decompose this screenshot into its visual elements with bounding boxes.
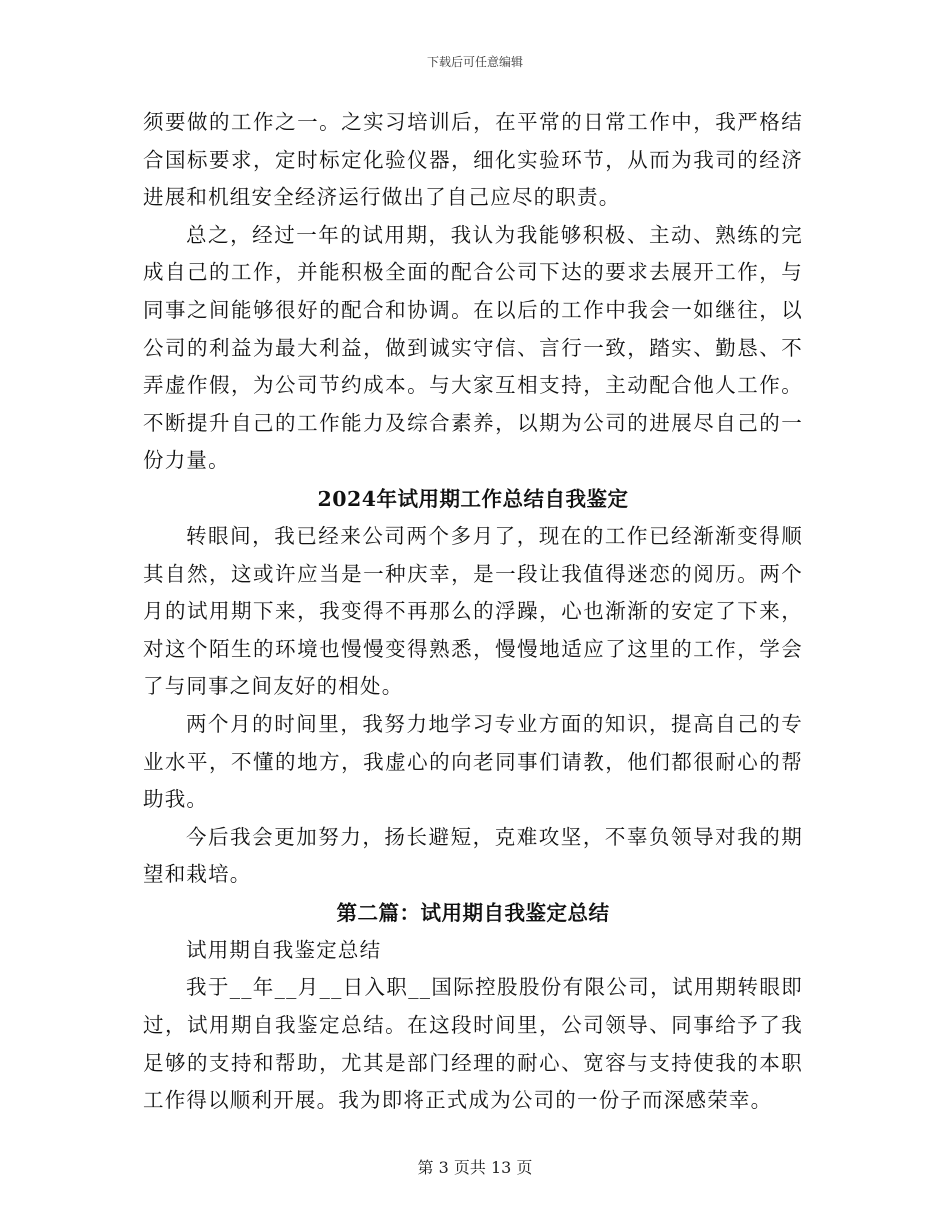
page-header: 下载后可任意编辑 (426, 55, 523, 69)
section-heading-2: 第二篇：试用期自我鉴定总结 (336, 900, 610, 925)
document-body (143, 104, 803, 1120)
section-heading-1: 2024年试用期工作总结自我鉴定 (317, 486, 629, 511)
paragraph-3: 转眼间，我已经来公司两个多月了，现在的工作已经渐渐变得顺其自然，这或许应当是一种庆幸，是一段让我值得迷恋的阅历。两个月的试用期下来，我变得不再那么的浮躁，心也渐渐的安定了下来，对这个陌生的环境也慢慢变得熟悉，慢慢地适应了这里的工作，学会了与同事之间友好的相处。 (143, 523, 803, 699)
paragraph-6: 试用期自我鉴定总结 (186, 937, 382, 962)
paragraph-7: 我于__年__月__日入职__国际控股股份有限公司，试用期转眼即过，试用期自我鉴定总结。在这段时间里，公司领导、同事给予了我足够的支持和帮助，尤其是部门经理的耐心、宽容与支持使我的本职工作得以顺利开展。我为即将正式成为公司的一份子而深感荣幸。 (143, 975, 803, 1113)
paragraph-1: 须要做的工作之一。之实习培训后，在平常的日常工作中，我严格结合国标要求，定时标定化验仪器，细化实验环节，从而为我司的经济进展和机组安全经济运行做出了自己应尽的职责。 (143, 110, 803, 210)
paragraph-2: 总之，经过一年的试用期，我认为我能够积极、主动、熟练的完成自己的工作，并能积极全面的配合公司下达的要求去展开工作，与同事之间能够很好的配合和协调。在以后的工作中我会一如继往，以公司的利益为最大利益，做到诚实守信、言行一致，踏实、勤恳、不弄虚作假，为公司节约成本。与大家互相支持，主动配合他人工作。不断提升自己的工作能力及综合素养，以期为公司的进展尽自己的一份力量。 (143, 222, 803, 473)
paragraph-5: 今后我会更加努力，扬长避短，克难攻坚，不辜负领导对我的期望和栽培。 (143, 824, 803, 887)
page-footer: 第 3 页共 13 页 (417, 1158, 533, 1177)
paragraph-4: 两个月的时间里，我努力地学习专业方面的知识，提高自己的专业水平，不懂的地方，我虚心的向老同事们请教，他们都很耐心的帮助我。 (143, 711, 803, 812)
